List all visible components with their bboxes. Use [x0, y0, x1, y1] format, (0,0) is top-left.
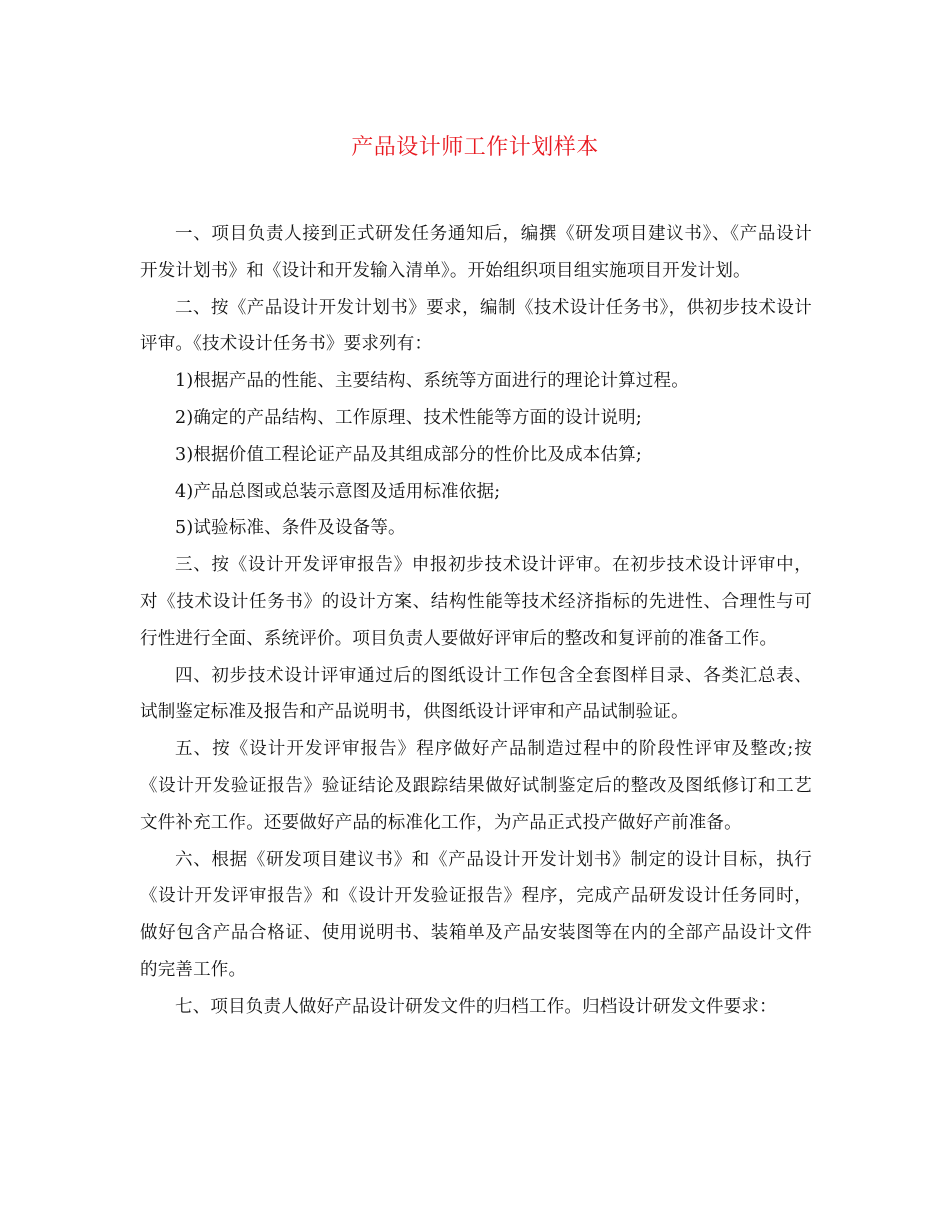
list-item-3: 3)根据价值工程论证产品及其组成部分的性价比及成本估算;: [175, 444, 642, 465]
document-title: 产品设计师工作计划样本: [351, 135, 599, 160]
list-item-4: 4)产品总图或总装示意图及适用标准依据;: [175, 481, 501, 502]
paragraph-1: 一、项目负责人接到正式研发任务通知后，编撰《研发项目建议书》、《产品设计开发计划书》和《设计和开发输入清单》。开始组织项目组实施项目开发计划。: [140, 224, 812, 281]
list-item-5: 5)试验标准、条件及设备等。: [175, 518, 406, 539]
document-body: [140, 216, 812, 1026]
paragraph-4: 四、初步技术设计评审通过后的图纸设计工作包含全套图样目录、各类汇总表、试制鉴定标准及报告和产品说明书，供图纸设计评审和产品试制验证。: [140, 665, 812, 723]
paragraph-2: 二、按《产品设计开发计划书》要求，编制《技术设计任务书》，供初步技术设计评审。《技术设计任务书》要求列有：: [140, 297, 812, 355]
paragraph-6: 六、根据《研发项目建议书》和《产品设计开发计划书》制定的设计目标，执行《设计开发评审报告》和《设计开发验证报告》程序，完成产品研发设计任务同时，做好包含产品合格证、使用说明书、装箱单及产品安装图等在内的全部产品设计文件的完善工作。: [140, 849, 812, 980]
list-item-1: 1)根据产品的性能、主要结构、系统等方面进行的理论计算过程。: [175, 371, 689, 392]
paragraph-3: 三、按《设计开发评审报告》申报初步技术设计评审。在初步技术设计评审中，对《技术设计任务书》的设计方案、结构性能等技术经济指标的先进性、合理性与可行性进行全面、系统评价。项目负责人要做好评审后的整改和复评前的准备工作。: [140, 555, 812, 649]
list-item-2: 2)确定的产品结构、工作原理、技术性能等方面的设计说明;: [175, 407, 642, 428]
paragraph-5: 五、按《设计开发评审报告》程序做好产品制造过程中的阶段性评审及整改;按《设计开发验证报告》验证结论及跟踪结果做好试制鉴定后的整改及图纸修订和工艺文件补充工作。还要做好产品的标准化工作，为产品正式投产做好产前准备。: [140, 739, 812, 833]
paragraph-7: 七、项目负责人做好产品设计研发文件的归档工作。归档设计研发文件要求：: [175, 996, 777, 1017]
